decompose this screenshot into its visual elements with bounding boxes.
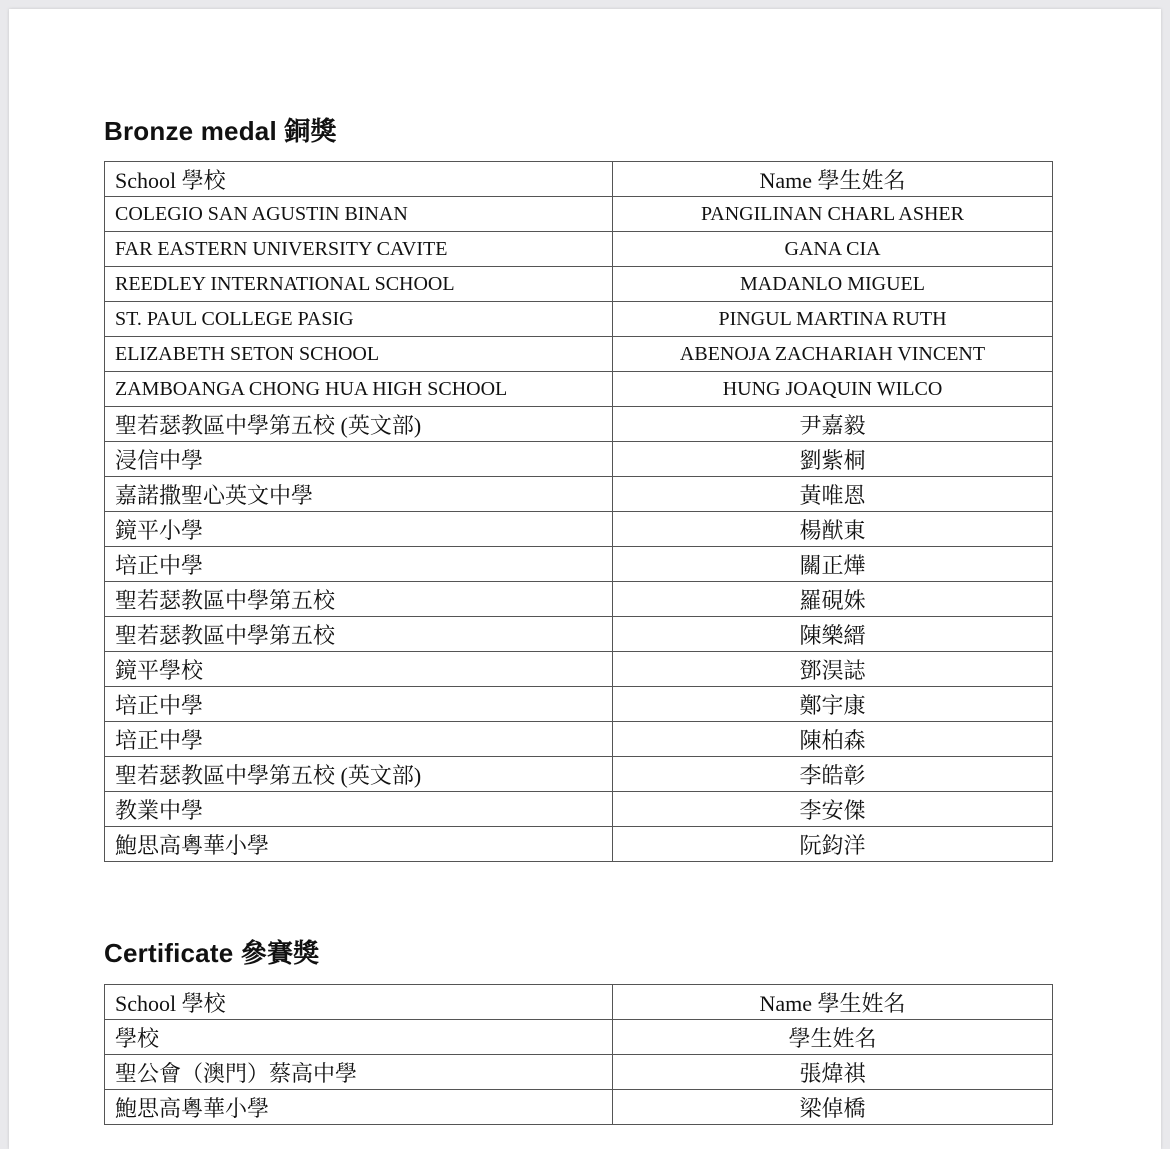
table-row	[105, 337, 1053, 372]
student-name-cell: 張煒祺	[613, 1055, 1053, 1090]
school-cell: ELIZABETH SETON SCHOOL	[105, 337, 613, 372]
student-name-cell: 李安傑	[613, 792, 1053, 827]
table-row	[105, 372, 1053, 407]
table-row	[105, 232, 1053, 267]
student-name-cell: 梁倬橋	[613, 1090, 1053, 1125]
student-name-cell: 關正燁	[613, 547, 1053, 582]
school-cell: 鏡平小學	[105, 512, 613, 547]
student-name-cell: 陳柏森	[613, 722, 1053, 757]
table-row	[105, 442, 1053, 477]
school-cell: 浸信中學	[105, 442, 613, 477]
table-row	[105, 197, 1053, 232]
table-header-row	[105, 985, 1053, 1020]
student-name-cell: 學生姓名	[613, 1020, 1053, 1055]
table-row	[105, 687, 1053, 722]
school-cell: REEDLEY INTERNATIONAL SCHOOL	[105, 267, 613, 302]
school-cell: 鮑思高粵華小學	[105, 1090, 613, 1125]
school-cell: FAR EASTERN UNIVERSITY CAVITE	[105, 232, 613, 267]
school-cell: 鏡平學校	[105, 652, 613, 687]
student-name-cell: 羅硯姝	[613, 582, 1053, 617]
table-row	[105, 267, 1053, 302]
school-cell: 鮑思高粵華小學	[105, 827, 613, 862]
school-column-header: School 學校	[105, 162, 613, 197]
student-name-cell: 楊猷東	[613, 512, 1053, 547]
student-name-cell: 阮鈞洋	[613, 827, 1053, 862]
table-row	[105, 1055, 1053, 1090]
table-row	[105, 757, 1053, 792]
student-name-cell: PANGILINAN CHARL ASHER	[613, 197, 1053, 232]
certificate-table	[104, 984, 1053, 1125]
table-row	[105, 302, 1053, 337]
table-row	[105, 617, 1053, 652]
student-name-cell: HUNG JOAQUIN WILCO	[613, 372, 1053, 407]
student-name-cell: PINGUL MARTINA RUTH	[613, 302, 1053, 337]
certificate-heading: Certificate 參賽獎	[104, 938, 320, 968]
school-cell: 聖若瑟教區中學第五校 (英文部)	[105, 407, 613, 442]
school-cell: 培正中學	[105, 687, 613, 722]
school-cell: 培正中學	[105, 722, 613, 757]
table-row	[105, 652, 1053, 687]
student-name-cell: 尹嘉毅	[613, 407, 1053, 442]
student-name-cell: GANA CIA	[613, 232, 1053, 267]
student-name-cell: 鄧淏誌	[613, 652, 1053, 687]
table-row	[105, 407, 1053, 442]
table-row	[105, 477, 1053, 512]
bronze-medal-table	[104, 161, 1053, 862]
school-cell: ZAMBOANGA CHONG HUA HIGH SCHOOL	[105, 372, 613, 407]
school-cell: 聖公會（澳門）蔡高中學	[105, 1055, 613, 1090]
table-header-row	[105, 162, 1053, 197]
student-name-cell: MADANLO MIGUEL	[613, 267, 1053, 302]
student-name-cell: 劉紫桐	[613, 442, 1053, 477]
school-column-header: School 學校	[105, 985, 613, 1020]
table-row	[105, 827, 1053, 862]
table-row	[105, 792, 1053, 827]
table-row	[105, 722, 1053, 757]
student-name-cell: 陳樂縉	[613, 617, 1053, 652]
school-cell: 聖若瑟教區中學第五校	[105, 582, 613, 617]
school-cell: 聖若瑟教區中學第五校	[105, 617, 613, 652]
name-column-header: Name 學生姓名	[613, 162, 1053, 197]
bronze-medal-heading: Bronze medal 銅獎	[104, 116, 337, 146]
table-row	[105, 1090, 1053, 1125]
student-name-cell: 李皓彰	[613, 757, 1053, 792]
student-name-cell: 黃唯恩	[613, 477, 1053, 512]
table-row	[105, 547, 1053, 582]
student-name-cell: ABENOJA ZACHARIAH VINCENT	[613, 337, 1053, 372]
school-cell: 教業中學	[105, 792, 613, 827]
table-row	[105, 512, 1053, 547]
school-cell: 聖若瑟教區中學第五校 (英文部)	[105, 757, 613, 792]
name-column-header: Name 學生姓名	[613, 985, 1053, 1020]
school-cell: 嘉諾撒聖心英文中學	[105, 477, 613, 512]
school-cell: COLEGIO SAN AGUSTIN BINAN	[105, 197, 613, 232]
document-page	[9, 9, 1161, 1149]
school-cell: 學校	[105, 1020, 613, 1055]
table-row	[105, 582, 1053, 617]
table-row	[105, 1020, 1053, 1055]
student-name-cell: 鄭宇康	[613, 687, 1053, 722]
school-cell: ST. PAUL COLLEGE PASIG	[105, 302, 613, 337]
school-cell: 培正中學	[105, 547, 613, 582]
